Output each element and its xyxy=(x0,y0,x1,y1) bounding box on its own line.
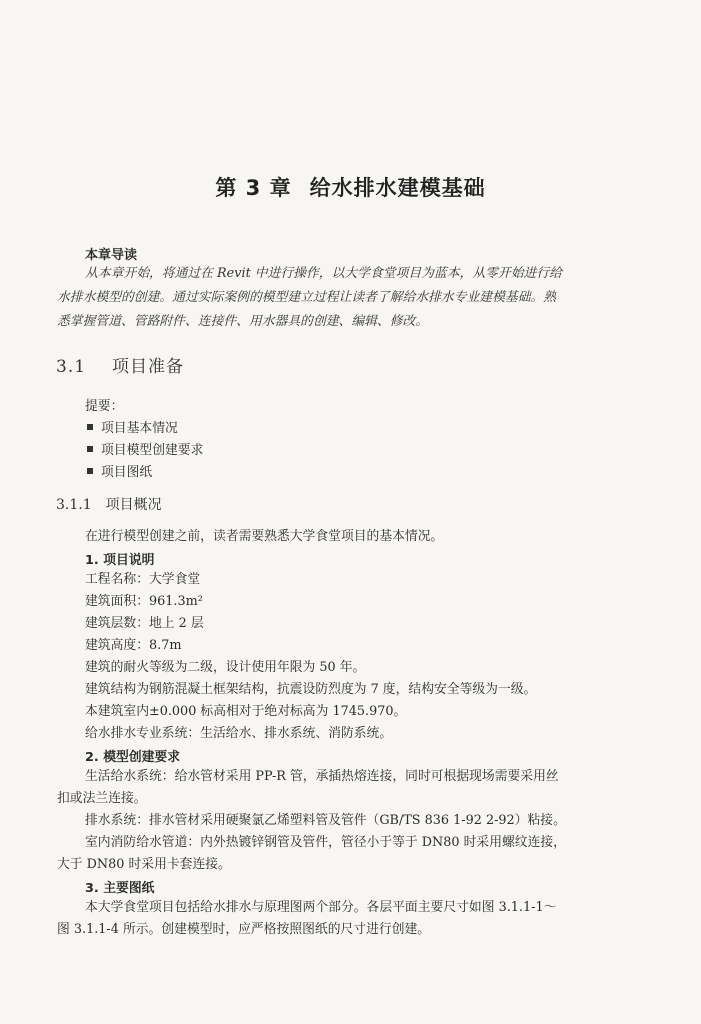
section-title: 项目准备 xyxy=(112,357,185,377)
part2-line: 大于 DN80 时采用卡套连接。 xyxy=(57,857,231,872)
section-heading xyxy=(56,352,184,377)
part1-line: 建筑结构为钢筋混凝土框架结构，抗震设防烈度为 7 度，结构安全等级为一级。 xyxy=(85,682,537,697)
guide-line: 从本章开始，将通过在 Revit 中进行操作，以大学食堂项目为蓝本，从零开始进行给 xyxy=(85,266,562,281)
part3-line: 图 3.1.1-4 所示。创建模型时，应严格按照图纸的尺寸进行创建。 xyxy=(57,922,431,937)
bullet-icon xyxy=(87,424,93,430)
part1-line: 建筑层数：地上 2 层 xyxy=(85,616,204,631)
intro-text: 在进行模型创建之前，读者需要熟悉大学食堂项目的基本情况。 xyxy=(85,529,444,544)
part2-line: 扣或法兰连接。 xyxy=(57,791,147,806)
guide-heading: 本章导读 xyxy=(85,248,138,263)
chapter-title-text: 给水排水建模基础 xyxy=(309,176,486,200)
chapter-title xyxy=(0,172,701,202)
summary-item: 项目图纸 xyxy=(87,462,152,484)
subsection-title: 项目概况 xyxy=(105,497,162,513)
part1-line: 建筑面积：961.3m² xyxy=(85,594,203,609)
part1-line: 工程名称：大学食堂 xyxy=(85,572,201,587)
guide-line: 水排水模型的创建。通过实际案例的模型建立过程让读者了解给水排水专业建模基础。熟 xyxy=(57,290,557,305)
part2-line: 室内消防给水管道：内外热镀锌钢管及管件，管径小于等于 DN80 时采用螺纹连接， xyxy=(85,835,566,850)
section-number: 3.1 xyxy=(56,357,87,377)
part1-line: 建筑高度：8.7m xyxy=(85,638,182,653)
guide-line: 悉掌握管道、管路附件、连接件、用水器具的创建、编辑、修改。 xyxy=(57,314,429,329)
part3-line: 本大学食堂项目包括给水排水与原理图两个部分。各层平面主要尺寸如图 3.1.1-1～ xyxy=(85,900,557,915)
subsection-number: 3.1.1 xyxy=(56,497,92,513)
bullet-icon xyxy=(87,468,93,474)
part1-line: 给水排水专业系统：生活给水、排水系统、消防系统。 xyxy=(85,726,393,741)
part3-heading: 3. 主要图纸 xyxy=(85,881,155,896)
summary-item: 项目模型创建要求 xyxy=(87,440,203,462)
summary-label: 提要： xyxy=(85,399,124,414)
part1-line: 本建筑室内±0.000 标高相对于绝对标高为 1745.970。 xyxy=(85,704,407,719)
part2-line: 生活给水系统：给水管材采用 PP-R 管，承插热熔连接，同时可根据现场需要采用丝 xyxy=(85,769,559,784)
part1-line: 建筑的耐火等级为二级，设计使用年限为 50 年。 xyxy=(85,660,366,675)
chapter-number: 第 3 章 xyxy=(215,176,292,200)
part2-heading: 2. 模型创建要求 xyxy=(85,750,181,765)
part1-heading: 1. 项目说明 xyxy=(85,553,155,568)
subsection-heading xyxy=(56,494,162,514)
part2-line: 排水系统：排水管材采用硬聚氯乙烯塑料管及管件（GB/TS 836 1-92 2-92）粘接。 xyxy=(85,813,566,828)
summary-item: 项目基本情况 xyxy=(87,418,178,440)
bullet-icon xyxy=(87,446,93,452)
